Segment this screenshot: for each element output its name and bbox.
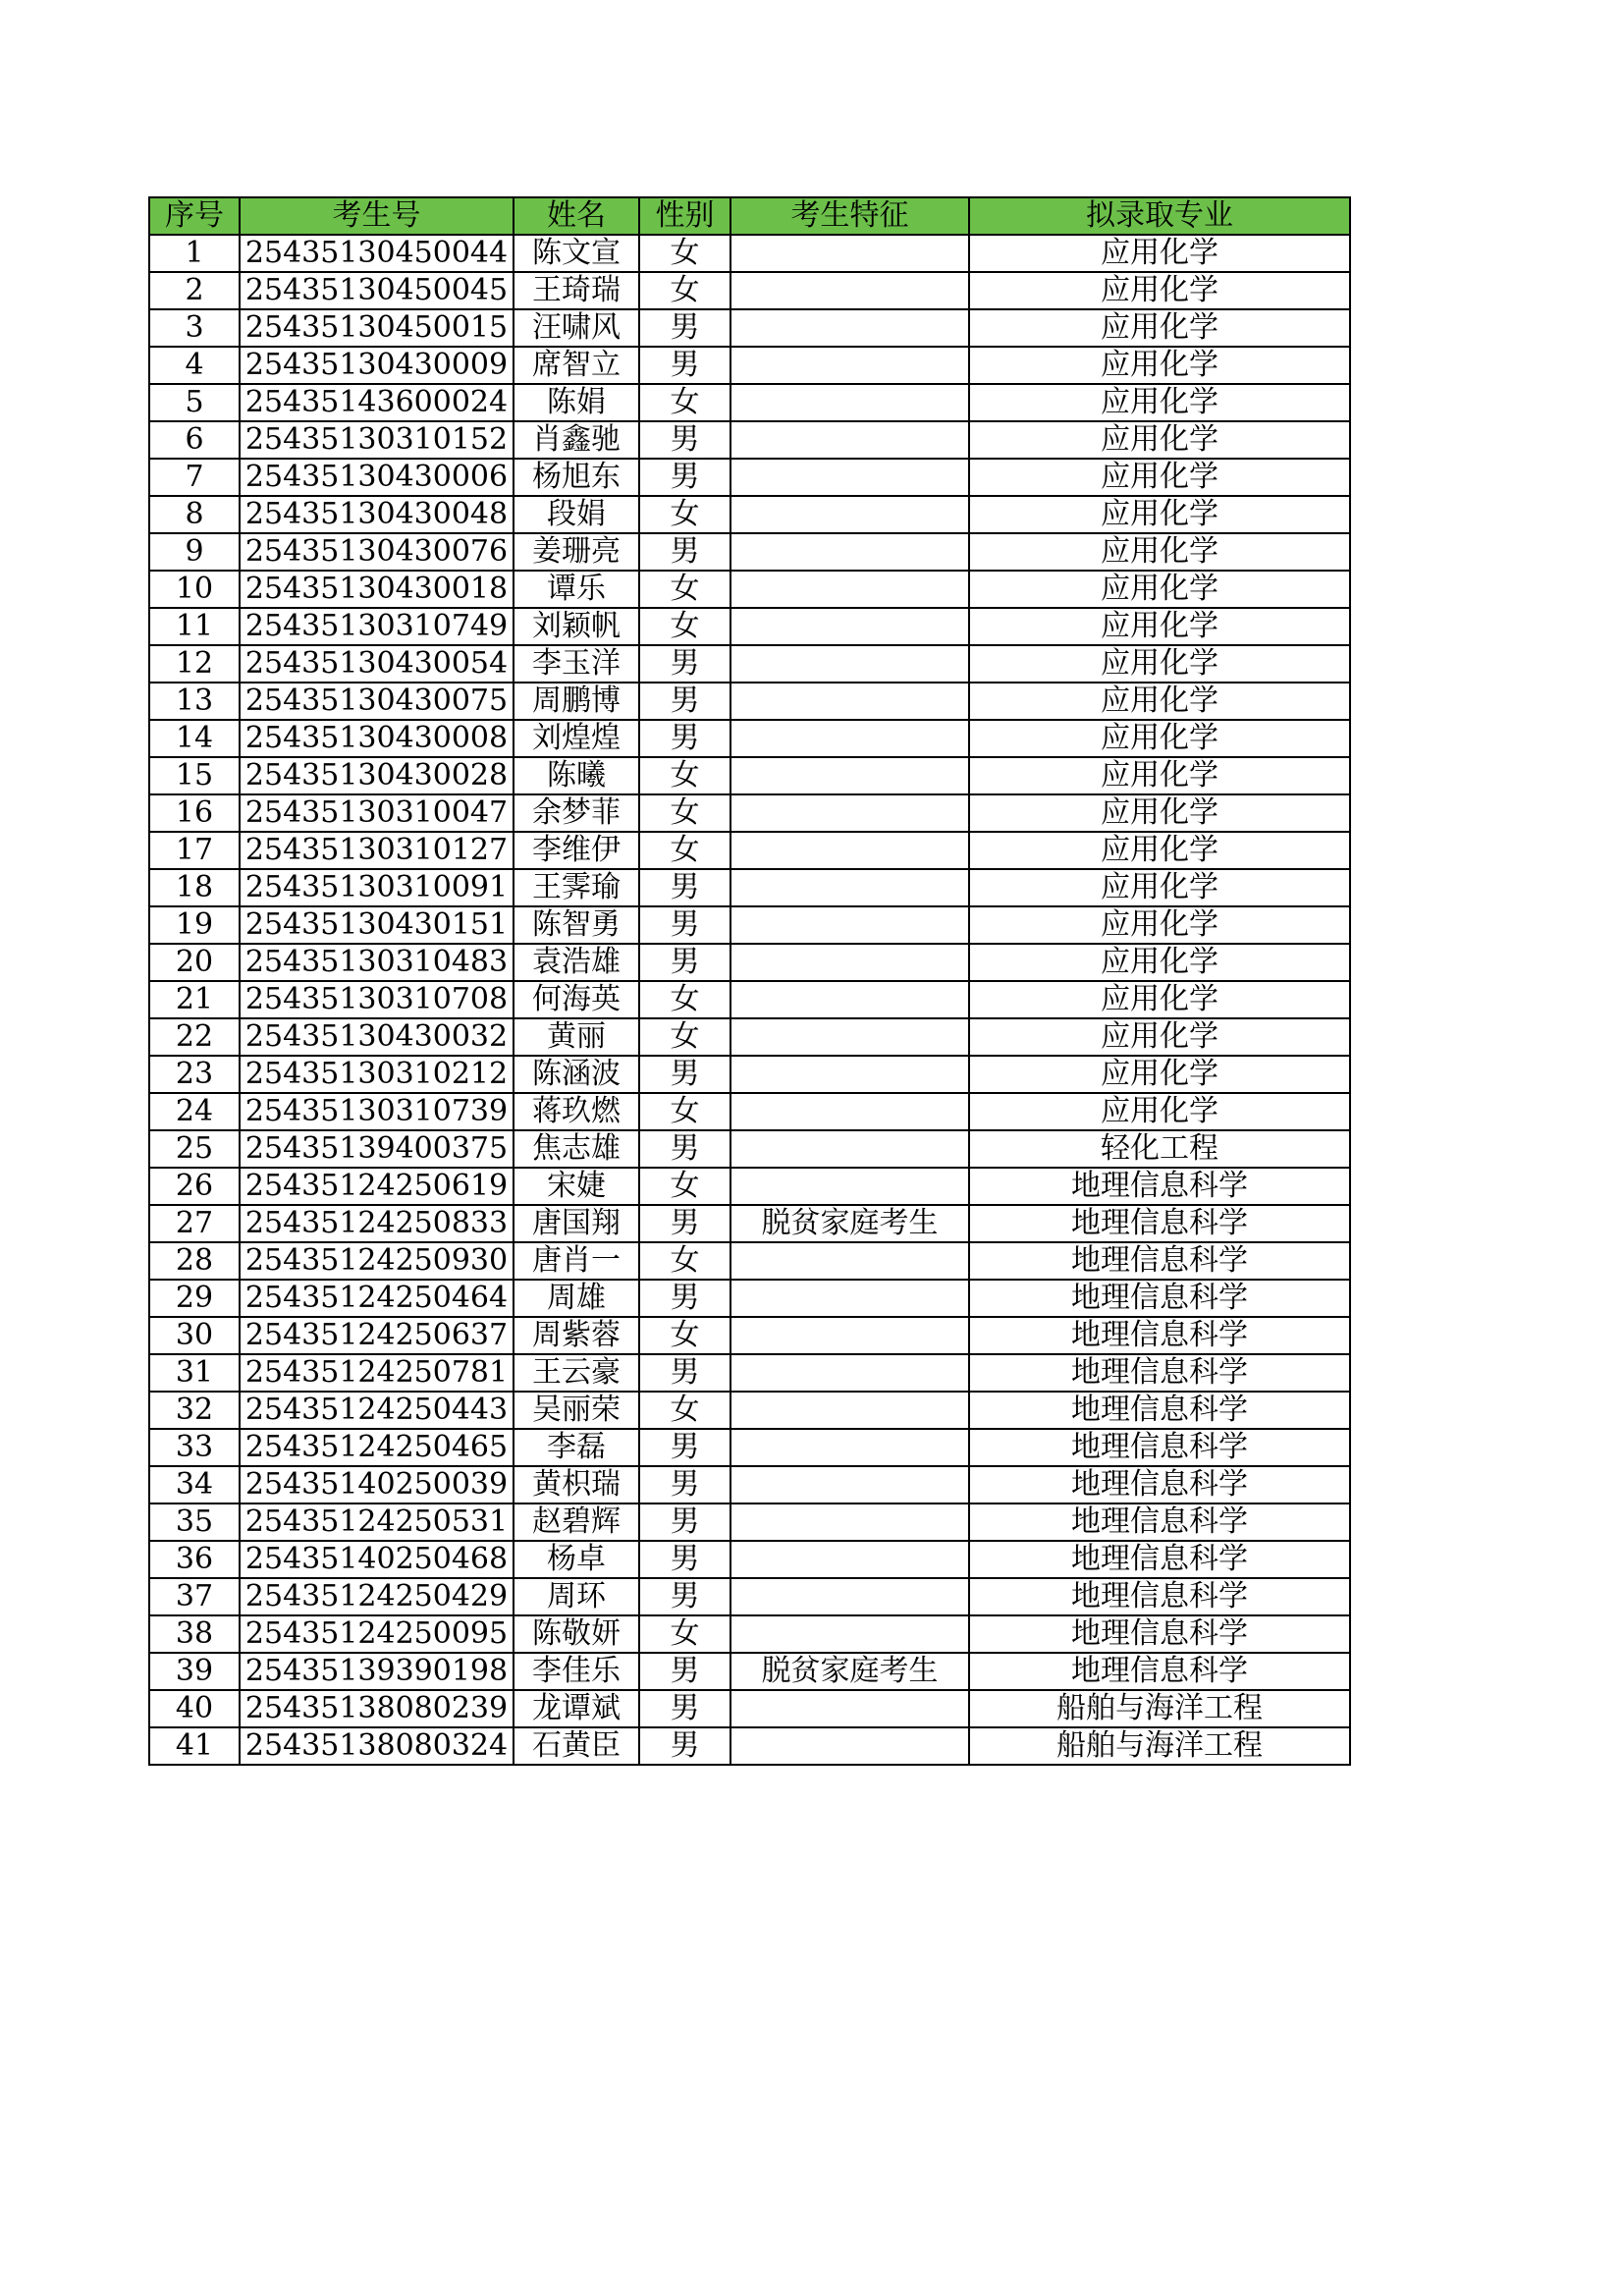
table-row	[149, 1093, 1350, 1130]
cell-candidate-number: 25435139400375	[240, 1130, 514, 1168]
cell-gender: 男	[639, 1205, 730, 1242]
table-row	[149, 235, 1350, 272]
cell-serial-number: 31	[149, 1354, 240, 1392]
table-row	[149, 571, 1350, 608]
cell-proposed-major: 地理信息科学	[969, 1653, 1350, 1690]
cell-name: 谭乐	[514, 571, 639, 608]
cell-candidate-feature	[730, 1503, 969, 1541]
cell-candidate-feature	[730, 1168, 969, 1205]
cell-name: 唐肖一	[514, 1242, 639, 1280]
cell-name: 刘煌煌	[514, 720, 639, 757]
cell-gender: 男	[639, 459, 730, 496]
cell-gender: 女	[639, 1392, 730, 1429]
cell-candidate-number: 25435130430048	[240, 496, 514, 533]
cell-proposed-major: 应用化学	[969, 645, 1350, 683]
cell-serial-number: 26	[149, 1168, 240, 1205]
cell-candidate-number: 25435138080239	[240, 1690, 514, 1727]
cell-proposed-major: 地理信息科学	[969, 1541, 1350, 1578]
cell-candidate-feature	[730, 1727, 969, 1765]
cell-candidate-number: 25435124250429	[240, 1578, 514, 1615]
cell-name: 陈曦	[514, 757, 639, 794]
cell-serial-number: 14	[149, 720, 240, 757]
cell-candidate-number: 25435124250637	[240, 1317, 514, 1354]
cell-gender: 男	[639, 1727, 730, 1765]
cell-name: 李磊	[514, 1429, 639, 1466]
cell-candidate-feature: 脱贫家庭考生	[730, 1205, 969, 1242]
cell-candidate-number: 25435124250095	[240, 1615, 514, 1653]
cell-name: 何海英	[514, 981, 639, 1018]
cell-candidate-number: 25435130430008	[240, 720, 514, 757]
cell-gender: 女	[639, 1093, 730, 1130]
table-row	[149, 496, 1350, 533]
cell-candidate-feature	[730, 459, 969, 496]
cell-candidate-feature	[730, 1280, 969, 1317]
cell-serial-number: 22	[149, 1018, 240, 1056]
table-row	[149, 1354, 1350, 1392]
cell-serial-number: 33	[149, 1429, 240, 1466]
cell-name: 周鹏博	[514, 683, 639, 720]
cell-name: 周环	[514, 1578, 639, 1615]
header-candidate-feature: 考生特征	[730, 197, 969, 235]
cell-name: 陈敬妍	[514, 1615, 639, 1653]
table-row	[149, 1168, 1350, 1205]
table-row	[149, 869, 1350, 906]
cell-proposed-major: 地理信息科学	[969, 1205, 1350, 1242]
cell-candidate-feature	[730, 1541, 969, 1578]
table-row	[149, 347, 1350, 384]
table-row	[149, 757, 1350, 794]
cell-proposed-major: 应用化学	[969, 944, 1350, 981]
cell-name: 蒋玖燃	[514, 1093, 639, 1130]
cell-candidate-number: 25435130310739	[240, 1093, 514, 1130]
cell-serial-number: 29	[149, 1280, 240, 1317]
header-candidate-number: 考生号	[240, 197, 514, 235]
table-row	[149, 1541, 1350, 1578]
cell-candidate-number: 25435130430075	[240, 683, 514, 720]
cell-candidate-feature: 脱贫家庭考生	[730, 1653, 969, 1690]
cell-serial-number: 4	[149, 347, 240, 384]
cell-serial-number: 17	[149, 832, 240, 869]
cell-name: 肖鑫驰	[514, 421, 639, 459]
cell-gender: 男	[639, 869, 730, 906]
cell-proposed-major: 应用化学	[969, 1018, 1350, 1056]
table-row	[149, 1130, 1350, 1168]
table-row	[149, 272, 1350, 309]
cell-gender: 女	[639, 1242, 730, 1280]
cell-name: 杨旭东	[514, 459, 639, 496]
cell-name: 王霁瑜	[514, 869, 639, 906]
cell-candidate-feature	[730, 1056, 969, 1093]
table-row	[149, 1653, 1350, 1690]
cell-gender: 男	[639, 1130, 730, 1168]
cell-serial-number: 24	[149, 1093, 240, 1130]
cell-name: 陈娟	[514, 384, 639, 421]
cell-proposed-major: 地理信息科学	[969, 1615, 1350, 1653]
cell-gender: 男	[639, 309, 730, 347]
cell-serial-number: 37	[149, 1578, 240, 1615]
cell-candidate-number: 25435130450045	[240, 272, 514, 309]
cell-candidate-number: 25435130450044	[240, 235, 514, 272]
cell-candidate-feature	[730, 906, 969, 944]
cell-gender: 女	[639, 1615, 730, 1653]
table-row	[149, 1578, 1350, 1615]
cell-serial-number: 5	[149, 384, 240, 421]
cell-serial-number: 27	[149, 1205, 240, 1242]
cell-name: 周紫蓉	[514, 1317, 639, 1354]
cell-candidate-number: 25435130430032	[240, 1018, 514, 1056]
cell-proposed-major: 应用化学	[969, 496, 1350, 533]
table-row	[149, 981, 1350, 1018]
cell-name: 李玉洋	[514, 645, 639, 683]
cell-gender: 女	[639, 794, 730, 832]
table-row	[149, 459, 1350, 496]
cell-gender: 男	[639, 533, 730, 571]
cell-proposed-major: 地理信息科学	[969, 1317, 1350, 1354]
cell-candidate-number: 25435130310091	[240, 869, 514, 906]
cell-serial-number: 30	[149, 1317, 240, 1354]
cell-candidate-feature	[730, 720, 969, 757]
table-row	[149, 1503, 1350, 1541]
cell-name: 焦志雄	[514, 1130, 639, 1168]
cell-name: 余梦菲	[514, 794, 639, 832]
cell-serial-number: 20	[149, 944, 240, 981]
cell-serial-number: 39	[149, 1653, 240, 1690]
cell-serial-number: 38	[149, 1615, 240, 1653]
cell-gender: 男	[639, 1056, 730, 1093]
cell-candidate-number: 25435130450015	[240, 309, 514, 347]
cell-serial-number: 1	[149, 235, 240, 272]
cell-candidate-number: 25435140250468	[240, 1541, 514, 1578]
cell-gender: 男	[639, 421, 730, 459]
cell-candidate-feature	[730, 347, 969, 384]
cell-proposed-major: 应用化学	[969, 906, 1350, 944]
cell-gender: 男	[639, 1653, 730, 1690]
cell-candidate-feature	[730, 384, 969, 421]
table-row	[149, 309, 1350, 347]
cell-candidate-feature	[730, 272, 969, 309]
cell-gender: 男	[639, 1280, 730, 1317]
cell-proposed-major: 应用化学	[969, 459, 1350, 496]
cell-candidate-number: 25435130430076	[240, 533, 514, 571]
cell-gender: 男	[639, 1354, 730, 1392]
cell-proposed-major: 地理信息科学	[969, 1242, 1350, 1280]
cell-gender: 女	[639, 384, 730, 421]
cell-candidate-feature	[730, 235, 969, 272]
cell-serial-number: 11	[149, 608, 240, 645]
cell-serial-number: 25	[149, 1130, 240, 1168]
cell-candidate-number: 25435130310152	[240, 421, 514, 459]
cell-serial-number: 32	[149, 1392, 240, 1429]
header-serial-number: 序号	[149, 197, 240, 235]
cell-name: 宋婕	[514, 1168, 639, 1205]
cell-proposed-major: 应用化学	[969, 683, 1350, 720]
cell-serial-number: 16	[149, 794, 240, 832]
cell-proposed-major: 应用化学	[969, 1056, 1350, 1093]
table-row	[149, 1429, 1350, 1466]
cell-serial-number: 12	[149, 645, 240, 683]
cell-gender: 男	[639, 1541, 730, 1578]
cell-gender: 男	[639, 1429, 730, 1466]
table-row	[149, 645, 1350, 683]
cell-candidate-feature	[730, 1690, 969, 1727]
cell-serial-number: 6	[149, 421, 240, 459]
cell-serial-number: 35	[149, 1503, 240, 1541]
cell-serial-number: 28	[149, 1242, 240, 1280]
cell-proposed-major: 应用化学	[969, 794, 1350, 832]
cell-gender: 女	[639, 235, 730, 272]
cell-name: 周雄	[514, 1280, 639, 1317]
table-row	[149, 683, 1350, 720]
cell-name: 黄丽	[514, 1018, 639, 1056]
cell-serial-number: 36	[149, 1541, 240, 1578]
table-row	[149, 1392, 1350, 1429]
table-row	[149, 1317, 1350, 1354]
cell-candidate-feature	[730, 944, 969, 981]
table-row	[149, 1056, 1350, 1093]
cell-proposed-major: 应用化学	[969, 571, 1350, 608]
table-row	[149, 794, 1350, 832]
cell-candidate-number: 25435130430009	[240, 347, 514, 384]
cell-candidate-number: 25435124250930	[240, 1242, 514, 1280]
cell-candidate-number: 25435124250833	[240, 1205, 514, 1242]
cell-candidate-number: 25435130310127	[240, 832, 514, 869]
cell-proposed-major: 地理信息科学	[969, 1392, 1350, 1429]
cell-proposed-major: 应用化学	[969, 832, 1350, 869]
cell-serial-number: 3	[149, 309, 240, 347]
cell-name: 段娟	[514, 496, 639, 533]
cell-serial-number: 34	[149, 1466, 240, 1503]
table-row	[149, 421, 1350, 459]
table-row	[149, 1690, 1350, 1727]
cell-name: 刘颖帆	[514, 608, 639, 645]
cell-proposed-major: 应用化学	[969, 421, 1350, 459]
cell-proposed-major: 应用化学	[969, 533, 1350, 571]
cell-serial-number: 23	[149, 1056, 240, 1093]
cell-candidate-number: 25435130430028	[240, 757, 514, 794]
cell-candidate-feature	[730, 571, 969, 608]
cell-candidate-number: 25435130430151	[240, 906, 514, 944]
cell-name: 李维伊	[514, 832, 639, 869]
cell-name: 陈涵波	[514, 1056, 639, 1093]
cell-candidate-number: 25435130430006	[240, 459, 514, 496]
cell-gender: 男	[639, 1466, 730, 1503]
cell-candidate-number: 25435124250465	[240, 1429, 514, 1466]
cell-serial-number: 15	[149, 757, 240, 794]
cell-gender: 男	[639, 720, 730, 757]
cell-candidate-number: 25435130310483	[240, 944, 514, 981]
cell-proposed-major: 地理信息科学	[969, 1280, 1350, 1317]
cell-candidate-feature	[730, 1466, 969, 1503]
cell-name: 李佳乐	[514, 1653, 639, 1690]
cell-candidate-number: 25435130310047	[240, 794, 514, 832]
cell-serial-number: 13	[149, 683, 240, 720]
table-row	[149, 1280, 1350, 1317]
header-row	[149, 197, 1350, 235]
cell-candidate-number: 25435124250464	[240, 1280, 514, 1317]
cell-proposed-major: 船舶与海洋工程	[969, 1727, 1350, 1765]
cell-proposed-major: 应用化学	[969, 1093, 1350, 1130]
cell-candidate-number: 25435130430054	[240, 645, 514, 683]
table-row	[149, 1615, 1350, 1653]
cell-proposed-major: 应用化学	[969, 608, 1350, 645]
cell-candidate-feature	[730, 1578, 969, 1615]
cell-gender: 女	[639, 832, 730, 869]
table-row	[149, 906, 1350, 944]
cell-serial-number: 21	[149, 981, 240, 1018]
cell-gender: 女	[639, 1317, 730, 1354]
cell-proposed-major: 应用化学	[969, 757, 1350, 794]
cell-proposed-major: 应用化学	[969, 235, 1350, 272]
cell-gender: 男	[639, 1578, 730, 1615]
cell-proposed-major: 应用化学	[969, 272, 1350, 309]
table-row	[149, 384, 1350, 421]
cell-candidate-feature	[730, 794, 969, 832]
cell-candidate-feature	[730, 421, 969, 459]
cell-candidate-feature	[730, 496, 969, 533]
cell-candidate-feature	[730, 757, 969, 794]
cell-candidate-number: 25435140250039	[240, 1466, 514, 1503]
cell-candidate-feature	[730, 1429, 969, 1466]
cell-candidate-feature	[730, 869, 969, 906]
cell-candidate-number: 25435139390198	[240, 1653, 514, 1690]
cell-proposed-major: 应用化学	[969, 869, 1350, 906]
cell-gender: 女	[639, 496, 730, 533]
table-row	[149, 1018, 1350, 1056]
cell-serial-number: 10	[149, 571, 240, 608]
cell-name: 吴丽荣	[514, 1392, 639, 1429]
table-row	[149, 1242, 1350, 1280]
cell-name: 汪啸风	[514, 309, 639, 347]
cell-candidate-feature	[730, 645, 969, 683]
cell-candidate-number: 25435130310708	[240, 981, 514, 1018]
cell-name: 赵碧辉	[514, 1503, 639, 1541]
cell-name: 王云豪	[514, 1354, 639, 1392]
cell-gender: 男	[639, 683, 730, 720]
cell-serial-number: 18	[149, 869, 240, 906]
cell-candidate-feature	[730, 608, 969, 645]
cell-gender: 男	[639, 1690, 730, 1727]
cell-candidate-number: 25435143600024	[240, 384, 514, 421]
cell-gender: 女	[639, 981, 730, 1018]
cell-candidate-feature	[730, 981, 969, 1018]
cell-proposed-major: 地理信息科学	[969, 1466, 1350, 1503]
cell-gender: 女	[639, 1018, 730, 1056]
cell-candidate-feature	[730, 683, 969, 720]
cell-serial-number: 7	[149, 459, 240, 496]
header-gender: 性别	[639, 197, 730, 235]
cell-proposed-major: 地理信息科学	[969, 1354, 1350, 1392]
cell-candidate-number: 25435138080324	[240, 1727, 514, 1765]
cell-candidate-number: 25435130430018	[240, 571, 514, 608]
cell-gender: 男	[639, 347, 730, 384]
cell-candidate-feature	[730, 1093, 969, 1130]
cell-name: 袁浩雄	[514, 944, 639, 981]
table-row	[149, 1727, 1350, 1765]
cell-candidate-feature	[730, 832, 969, 869]
cell-candidate-number: 25435124250619	[240, 1168, 514, 1205]
table-row	[149, 720, 1350, 757]
table-row	[149, 533, 1350, 571]
cell-proposed-major: 地理信息科学	[969, 1168, 1350, 1205]
header-name: 姓名	[514, 197, 639, 235]
header-proposed-major: 拟录取专业	[969, 197, 1350, 235]
cell-candidate-number: 25435130310212	[240, 1056, 514, 1093]
cell-candidate-number: 25435124250443	[240, 1392, 514, 1429]
cell-name: 陈文宣	[514, 235, 639, 272]
cell-proposed-major: 地理信息科学	[969, 1578, 1350, 1615]
cell-name: 唐国翔	[514, 1205, 639, 1242]
cell-proposed-major: 船舶与海洋工程	[969, 1690, 1350, 1727]
cell-name: 姜珊亮	[514, 533, 639, 571]
table-row	[149, 1205, 1350, 1242]
cell-gender: 女	[639, 1168, 730, 1205]
cell-name: 席智立	[514, 347, 639, 384]
cell-proposed-major: 应用化学	[969, 981, 1350, 1018]
cell-proposed-major: 应用化学	[969, 347, 1350, 384]
cell-name: 杨卓	[514, 1541, 639, 1578]
cell-candidate-feature	[730, 1317, 969, 1354]
cell-name: 黄枳瑞	[514, 1466, 639, 1503]
cell-proposed-major: 应用化学	[969, 309, 1350, 347]
cell-gender: 女	[639, 608, 730, 645]
cell-candidate-feature	[730, 1354, 969, 1392]
cell-gender: 女	[639, 571, 730, 608]
cell-candidate-feature	[730, 309, 969, 347]
cell-candidate-feature	[730, 533, 969, 571]
table-row	[149, 608, 1350, 645]
cell-candidate-feature	[730, 1018, 969, 1056]
cell-serial-number: 41	[149, 1727, 240, 1765]
cell-serial-number: 8	[149, 496, 240, 533]
cell-proposed-major: 应用化学	[969, 720, 1350, 757]
cell-proposed-major: 轻化工程	[969, 1130, 1350, 1168]
cell-serial-number: 9	[149, 533, 240, 571]
cell-proposed-major: 应用化学	[969, 384, 1350, 421]
cell-proposed-major: 地理信息科学	[969, 1503, 1350, 1541]
cell-candidate-number: 25435124250531	[240, 1503, 514, 1541]
cell-gender: 男	[639, 645, 730, 683]
cell-gender: 男	[639, 906, 730, 944]
table-row	[149, 832, 1350, 869]
cell-name: 王琦瑞	[514, 272, 639, 309]
cell-gender: 女	[639, 272, 730, 309]
cell-candidate-feature	[730, 1130, 969, 1168]
admission-list-table	[148, 196, 1351, 1766]
cell-candidate-number: 25435124250781	[240, 1354, 514, 1392]
cell-gender: 女	[639, 757, 730, 794]
cell-candidate-number: 25435130310749	[240, 608, 514, 645]
cell-proposed-major: 地理信息科学	[969, 1429, 1350, 1466]
cell-name: 龙谭斌	[514, 1690, 639, 1727]
cell-name: 陈智勇	[514, 906, 639, 944]
cell-candidate-feature	[730, 1392, 969, 1429]
cell-name: 石黄臣	[514, 1727, 639, 1765]
cell-gender: 男	[639, 944, 730, 981]
table-row	[149, 944, 1350, 981]
table-row	[149, 1466, 1350, 1503]
cell-serial-number: 19	[149, 906, 240, 944]
table-body	[149, 235, 1350, 1765]
cell-candidate-feature	[730, 1242, 969, 1280]
cell-serial-number: 40	[149, 1690, 240, 1727]
cell-gender: 男	[639, 1503, 730, 1541]
cell-serial-number: 2	[149, 272, 240, 309]
cell-candidate-feature	[730, 1615, 969, 1653]
